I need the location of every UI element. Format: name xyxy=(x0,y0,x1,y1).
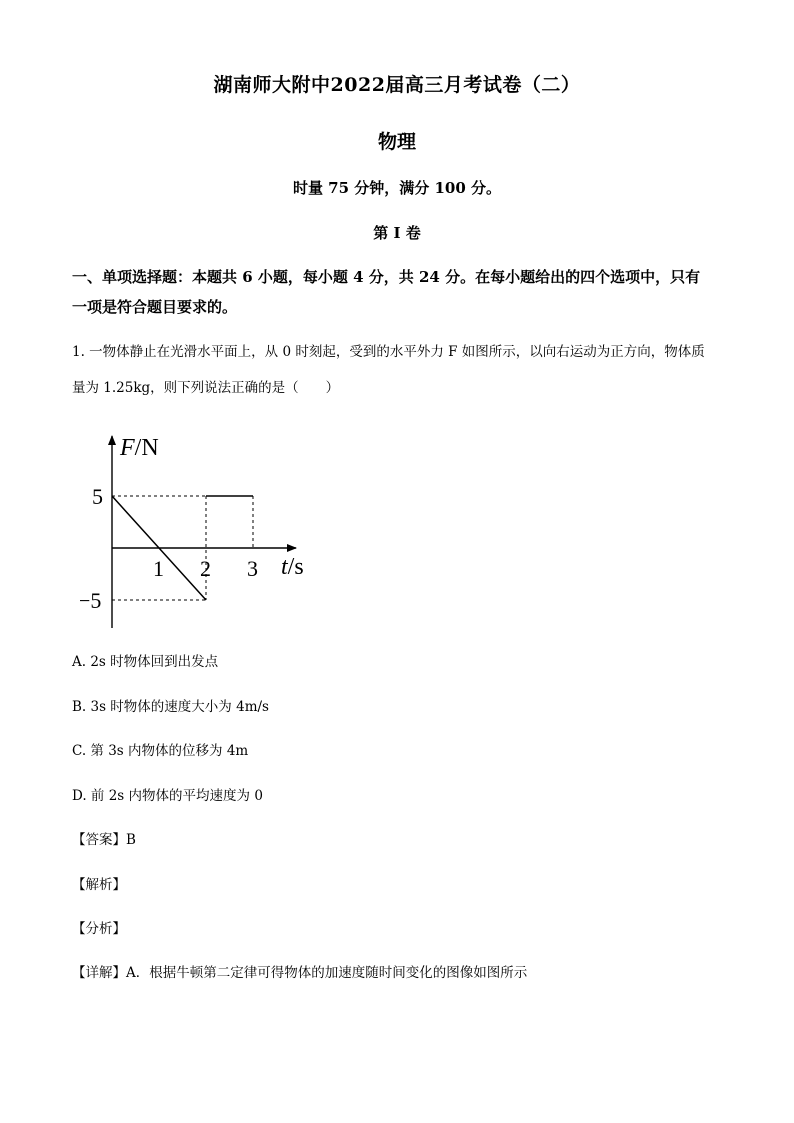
y-axis-label-var: F xyxy=(120,435,135,461)
fenxi-label: 【分析】 xyxy=(72,921,126,937)
section-heading-line2: 一项是符合题目要求的。 xyxy=(72,298,238,316)
subject-title: 物理 xyxy=(377,131,416,153)
option-c[interactable]: C. 第 3s 内物体的位移为 4m xyxy=(72,743,249,759)
option-b[interactable]: B. 3s 时物体的速度大小为 4m/s xyxy=(72,699,269,715)
y-tick-label-1: 5 xyxy=(92,484,103,509)
x-axis-label-unit: /s xyxy=(287,554,304,580)
x-tick-label-2: 2 xyxy=(200,556,211,581)
y-axis-label-unit: /N xyxy=(134,435,159,461)
detail-label: 【详解】A．根据牛顿第二定律可得物体的加速度随时间变化的图像如图所示 xyxy=(72,965,528,981)
force-time-chart xyxy=(80,428,340,632)
question-stem-line2: 量为 1.25kg，则下列说法正确的是（ ） xyxy=(72,380,340,396)
x-axis-label-var: t xyxy=(281,554,288,580)
option-d[interactable]: D. 前 2s 内物体的平均速度为 0 xyxy=(72,788,263,804)
volume-label: 第 I 卷 xyxy=(373,224,421,242)
chart-labels xyxy=(80,435,304,613)
x-tick-label-1: 1 xyxy=(153,556,164,581)
chart-svg xyxy=(80,428,340,628)
section-heading xyxy=(72,262,732,322)
analysis-label: 【解析】 xyxy=(72,877,126,893)
y-tick-label-2: −5 xyxy=(80,588,102,613)
time-info: 时量 75 分钟，满分 100 分。 xyxy=(292,179,502,197)
option-a[interactable]: A. 2s 时物体回到出发点 xyxy=(72,654,219,670)
answer-label: 【答案】B xyxy=(72,832,136,848)
question-stem-line1: 1. 一物体静止在光滑水平面上，从 0 时刻起，受到的水平外力 F 如图所示，以向右运动为正方向，物体质 xyxy=(72,344,705,360)
x-axis-label xyxy=(281,554,304,580)
y-axis-label xyxy=(119,435,159,461)
chart-axes xyxy=(112,436,296,628)
section-heading-line1: 一、单项选择题：本题共 6 小题，每小题 4 分，共 24 分。在每小题给出的四个选项中，只有 xyxy=(72,268,701,286)
page-title: 湖南师大附中2022届高三月考试卷（二） xyxy=(213,74,581,96)
x-tick-label-3: 3 xyxy=(247,556,258,581)
